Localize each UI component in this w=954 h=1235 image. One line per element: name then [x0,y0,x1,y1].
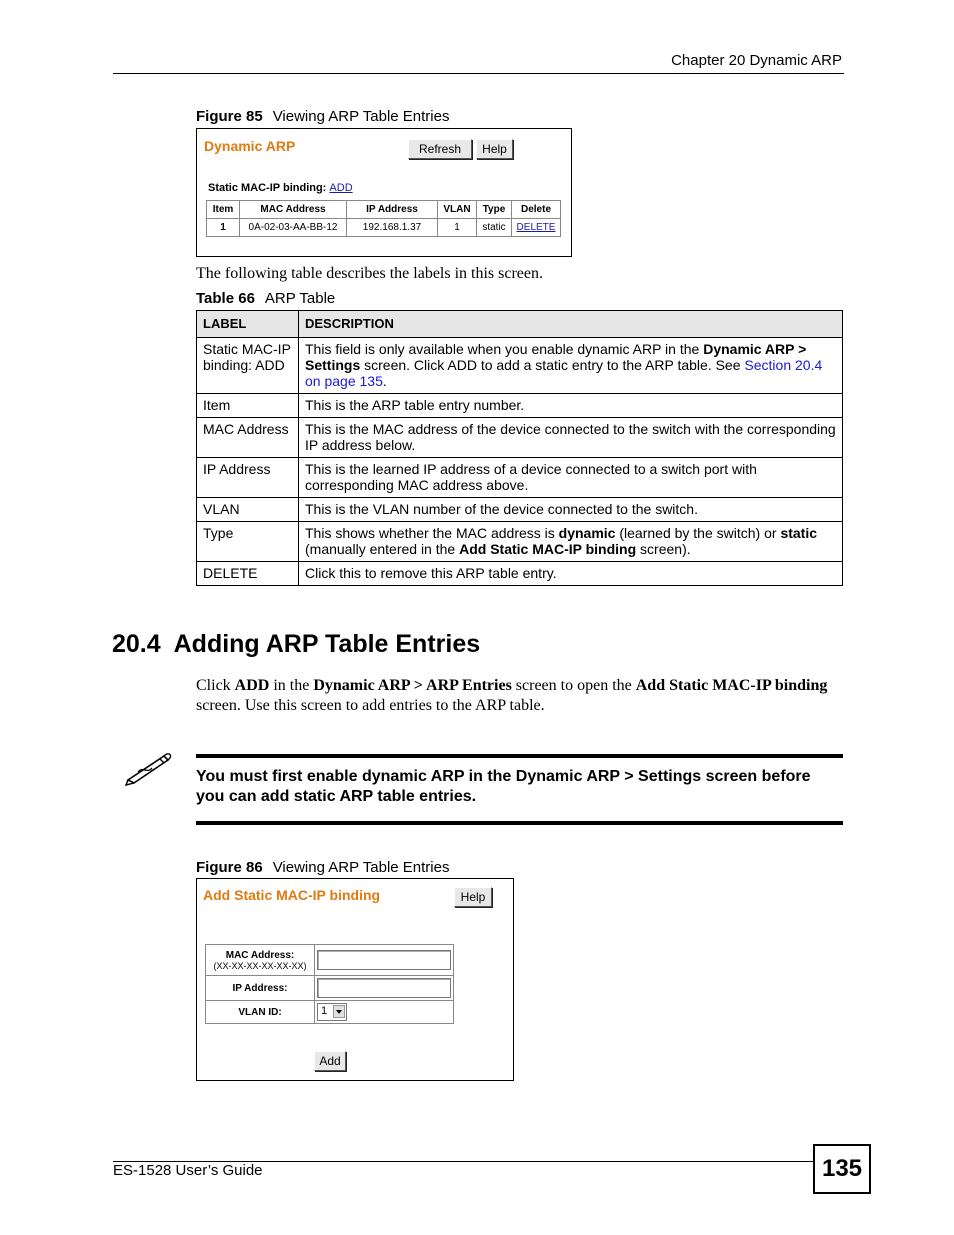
col-ip: IP Address [347,201,438,219]
cell-mac: 0A-02-03-AA-BB-12 [240,219,347,237]
text-run: Click [196,677,235,694]
arp-description-table [196,310,843,586]
add-link[interactable]: ADD [329,182,353,194]
chevron-down-icon [333,1005,345,1018]
arp-table [206,200,561,237]
row-label: IP Address [197,458,299,498]
mac-label: MAC Address: [225,949,295,961]
row-description: This is the VLAN number of the device connected to the switch. [299,498,843,522]
bold-run: Add Static MAC-IP binding [635,677,828,694]
add-binding-title: Add Static MAC-IP binding [203,887,381,903]
binding-form [205,944,454,1024]
row-description: Click this to remove this ARP table entry. [299,562,843,586]
binding-row [208,182,353,194]
row-description [299,522,843,562]
ip-label: IP Address: [206,976,315,1001]
text-run: . [382,373,387,389]
row-label: MAC Address [197,418,299,458]
form-row-mac [206,945,454,976]
row-description: This is the MAC address of the device connected to the switch with the corresponding IP address below. [299,418,843,458]
text-run: screen. Click ADD to add a static entry to the ARP table. See [360,357,745,373]
bold-run: static [780,525,818,541]
mac-format-hint: (XX-XX-XX-XX-XX-XX) [213,960,307,971]
col-delete: Delete [512,201,561,219]
bold-run: dynamic [558,525,616,541]
text-run: (learned by the switch) or [615,525,781,541]
bold-run: Dynamic ARP > ARP Entries [313,677,512,694]
note-text: You must first enable dynamic ARP in the Dynamic ARP > Settings screen before you can add static ARP table entries. [196,768,811,805]
vlan-select-cell [315,1001,454,1024]
chapter-header: Chapter 20 Dynamic ARP [671,52,842,69]
mac-address-input[interactable] [317,950,451,970]
help-button[interactable]: Help [454,887,492,907]
ip-input-cell [315,976,454,1001]
text-run: screen). [636,541,691,557]
bold-run: Dynamic ARP > Settings [305,341,807,373]
table-row [207,219,561,237]
section-title: 20.4 Adding ARP Table Entries [112,630,481,658]
row-description [299,338,843,394]
table-row [197,418,843,458]
text-run: screen. Use this screen to add entries to the ARP table. [196,697,545,714]
figure-86-caption [196,859,449,876]
page-number: 135 [813,1144,871,1194]
row-label: VLAN [197,498,299,522]
col-type: Type [477,201,512,219]
binding-label: Static MAC-IP binding: [208,182,327,194]
figure-title: Viewing ARP Table Entries [272,108,450,125]
col-mac: MAC Address [240,201,347,219]
refresh-button[interactable]: Refresh [408,139,472,159]
header-description: DESCRIPTION [299,311,843,338]
guide-title: ES-1528 User’s Guide [113,1162,263,1179]
figure-label: Figure 85 [196,108,263,125]
text-run: screen to open the [511,677,636,694]
row-label: DELETE [197,562,299,586]
header-label: LABEL [197,311,299,338]
col-vlan: VLAN [438,201,477,219]
text-run: This shows whether the MAC address is [305,525,559,541]
row-description: This is the learned IP address of a device connected to a switch port with corresponding MAC address above. [299,458,843,498]
help-button[interactable]: Help [476,139,513,159]
table-row [197,338,843,394]
table-row [197,458,843,498]
bold-run: ADD [234,677,270,694]
form-row-ip [206,976,454,1001]
ip-address-input[interactable] [317,978,451,998]
delete-link[interactable]: DELETE [512,219,561,237]
cell-ip: 192.168.1.37 [347,219,438,237]
table-title: ARP Table [264,290,336,307]
table-row [197,394,843,418]
cell-type: static [477,219,512,237]
table-66-caption [196,290,335,307]
figure-label: Figure 86 [196,859,263,876]
figure-85-screenshot [196,128,572,257]
header-rule [113,73,844,74]
mac-input-cell [315,945,454,976]
note-top-rule [196,754,843,758]
figure-title: Viewing ARP Table Entries [272,859,450,876]
table-row [197,562,843,586]
section-body [196,676,846,716]
figure-86-screenshot [196,878,514,1081]
row-label: Item [197,394,299,418]
dynamic-arp-title: Dynamic ARP [204,138,296,154]
col-item: Item [207,201,240,219]
arp-table-header [207,201,561,219]
vlan-id-select[interactable] [317,1003,347,1021]
row-label: Static MAC-IP binding: ADD [197,338,299,394]
vlan-selected-value: 1 [321,1005,328,1017]
pencil-note-icon [124,750,174,786]
vlan-label: VLAN ID: [206,1001,315,1024]
text-run: (manually entered in the [305,541,460,557]
note-bottom-rule [196,821,843,825]
row-label: Type [197,522,299,562]
text-run: in the [269,677,314,694]
add-button[interactable]: Add [314,1051,346,1071]
table-label: Table 66 [196,290,255,307]
cell-item: 1 [207,219,240,237]
row-description: This is the ARP table entry number. [299,394,843,418]
mac-label-cell [206,945,315,976]
table-row [197,498,843,522]
table-row [197,522,843,562]
figure-85-caption [196,108,449,125]
desc-table-header [197,311,843,338]
bold-run: Add Static MAC-IP binding [459,541,637,557]
text-run: This field is only available when you enable dynamic ARP in the [305,341,704,357]
section-link[interactable]: Section 20.4 on page 135 [305,357,823,389]
intro-text: The following table describes the labels in this screen. [196,265,544,282]
cell-vlan: 1 [438,219,477,237]
form-row-vlan [206,1001,454,1024]
